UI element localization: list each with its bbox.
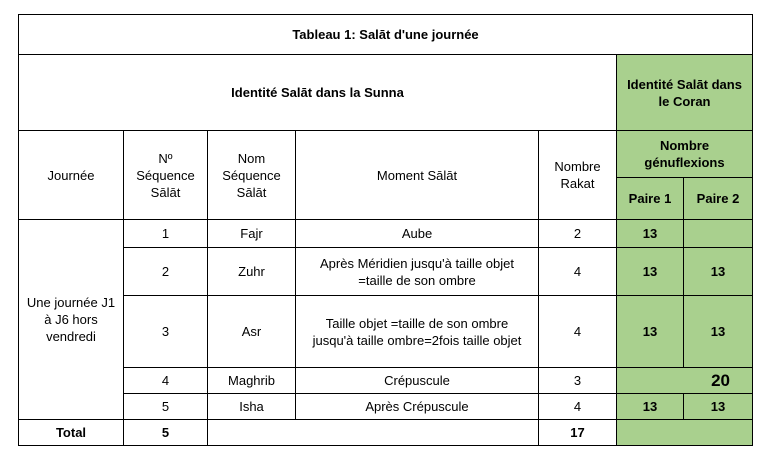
table-row (19, 296, 753, 368)
row-paire-1: 13 (617, 394, 684, 420)
row-sequence-no: 1 (124, 220, 208, 248)
total-label: Total (19, 420, 124, 446)
header-sequence-no: Nº Séquence Sālāt (124, 131, 208, 220)
row-nom: Asr (208, 296, 296, 368)
row-paire-2: 13 (684, 248, 753, 296)
table-row (19, 248, 753, 296)
row-sequence-no: 5 (124, 394, 208, 420)
row-paire-2 (684, 220, 753, 248)
journee-label: Une journée J1 à J6 hors vendredi (19, 220, 124, 420)
row-rakat: 4 (539, 296, 617, 368)
row-rakat: 4 (539, 248, 617, 296)
total-sequences: 5 (124, 420, 208, 446)
row-sequence-no: 3 (124, 296, 208, 368)
row-merged-genuflexions: 20 (617, 368, 753, 394)
header-nom-sequence: Nom Séquence Sālāt (208, 131, 296, 220)
row-moment: Après Méridien jusqu'à taille objet =taille de son ombre (296, 248, 539, 296)
salat-table (18, 14, 753, 446)
row-paire-1: 13 (617, 220, 684, 248)
row-paire-2: 13 (684, 394, 753, 420)
row-moment: Aube (296, 220, 539, 248)
total-row (19, 420, 753, 446)
table-row (19, 220, 753, 248)
row-paire-1: 13 (617, 248, 684, 296)
row-moment: Taille objet =taille de son ombre jusqu'à taille ombre=2fois taille objet (296, 296, 539, 368)
header-journee: Journée (19, 131, 124, 220)
header-genuflexions: Nombre génuflexions (617, 131, 753, 178)
row-nom: Fajr (208, 220, 296, 248)
total-rakat: 17 (539, 420, 617, 446)
sunna-header: Identité Salāt dans la Sunna (19, 55, 617, 131)
row-sequence-no: 2 (124, 248, 208, 296)
row-sequence-no: 4 (124, 368, 208, 394)
table-row (19, 368, 753, 394)
table-title: Tableau 1: Salāt d'une journée (19, 15, 753, 55)
header-moment: Moment Sālāt (296, 131, 539, 220)
header-paire-2: Paire 2 (684, 178, 753, 220)
row-nom: Zuhr (208, 248, 296, 296)
row-rakat: 3 (539, 368, 617, 394)
total-empty (208, 420, 539, 446)
row-paire-2: 13 (684, 296, 753, 368)
row-nom: Isha (208, 394, 296, 420)
row-nom: Maghrib (208, 368, 296, 394)
coran-header: Identité Salāt dans le Coran (617, 55, 753, 131)
row-paire-1: 13 (617, 296, 684, 368)
row-moment: Après Crépuscule (296, 394, 539, 420)
table-row (19, 394, 753, 420)
header-paire-1: Paire 1 (617, 178, 684, 220)
row-rakat: 4 (539, 394, 617, 420)
header-nombre-rakat: Nombre Rakat (539, 131, 617, 220)
row-moment: Crépuscule (296, 368, 539, 394)
row-rakat: 2 (539, 220, 617, 248)
total-genuflexions (617, 420, 753, 446)
